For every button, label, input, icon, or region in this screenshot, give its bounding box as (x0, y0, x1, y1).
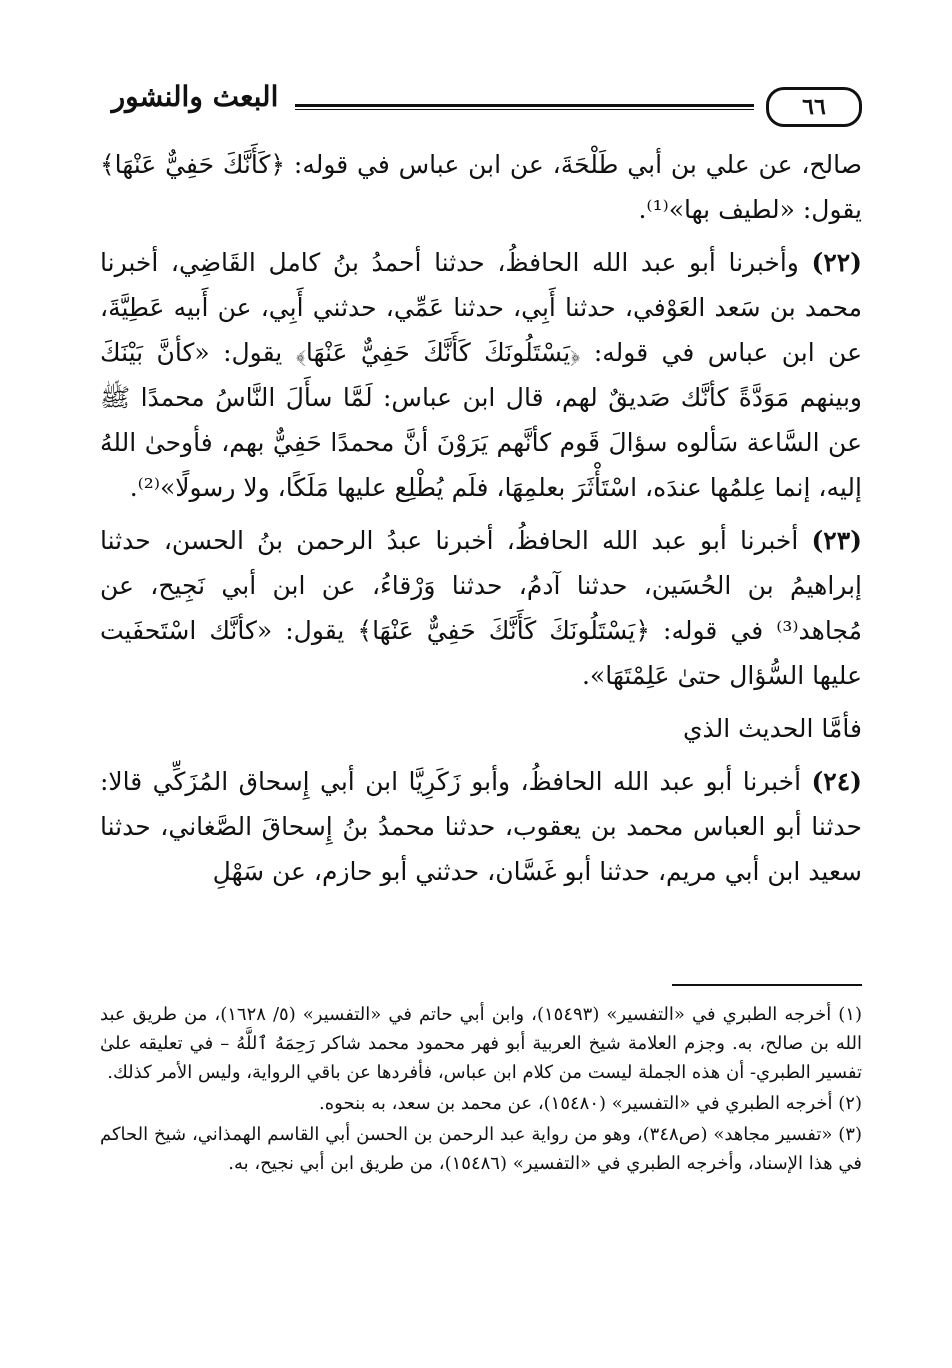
footnote-2: (٢) أخرجه الطبري في «التفسير» (١٥٤٨٠)، عن محمد بن سعد، به بنحوه. (319, 1093, 862, 1114)
paragraph-number: (٢٢) (811, 248, 863, 277)
page-number: ٦٦ (766, 87, 862, 127)
footnote-separator (672, 984, 862, 986)
paragraph-text: صالح، عن علي بن أبي طَلْحَةَ، عن ابن عباس في قوله: ﴿كَأَنَّكَ حَفِيٌّ عَنْهَا﴾ يقول: «لطيف بها»⁽¹⁾. (100, 150, 862, 224)
paragraph-continuation (100, 142, 862, 232)
header-rule (295, 104, 754, 110)
footnotes (100, 1000, 862, 1180)
paragraph-24 (100, 759, 862, 894)
page-header (100, 70, 862, 130)
paragraph-text: فأمَّا الحديث الذي (682, 714, 862, 743)
paragraph-23 (100, 518, 862, 698)
paragraph-text: أخبرنا أبو عبد الله الحافظُ، أخبرنا عبدُ الرحمن بنُ الحسن، حدثنا إبراهيمُ بن الحُسَين، حدثنا آدمُ، حدثنا وَرْقاءُ، عن ابن أبي نَجِيح، عن مُجاهد⁽³⁾ في قوله: ﴿يَسْتَلُونَكَ كَأَنَّكَ حَفِيٌّ عَنْهَا﴾ يقول: «كأنَّك اسْتَحفَيت عليها السُّؤال حتىٰ عَلِمْتَهَا». (100, 526, 862, 690)
section-lead (100, 706, 862, 751)
paragraph-22 (100, 240, 862, 510)
footnote-3: (٣) «تفسير مجاهد» (ص٣٤٨)، وهو من رواية عبد الرحمن بن الحسن أبي القاسم الهمذاني، شيخ الحاكم في هذا الإسناد، وأخرجه الطبري في «التفسير» (١٥٤٨٦)، من طريق ابن أبي نجيح، به. (100, 1124, 862, 1174)
paragraph-text: وأخبرنا أبو عبد الله الحافظُ، حدثنا أحمدُ بنُ كامل القَاضِي، أخبرنا محمد بن سَعد العَوْفي، حدثنا أَبِي، حدثنا عَمِّي، حدثني أَبِي، عن أَبيه عَطِيَّةَ، عن ابن عباس في قوله: ﴿يَسْتَلُونَكَ كَأَنَّكَ حَفِيٌّ عَنْهَا﴾ يقول: «كأنَّ بَيْنَكَ وبينهم مَوَدَّةً كأنَّك صَديقٌ لهم، قال ابن عباس: لَمَّا سأَلَ النَّاسُ محمدًا ﷺ عن السَّاعة سَألوه سؤالَ قَوم كأنَّهم يَرَوْنَ أنَّ محمدًا حَفِيٌّ بهم، فأوحىٰ اللهُ إليه، إنما عِلمُها عندَه، اسْتَأْثَرَ بعلمِهَا، فلَم يُطْلِع عليها مَلَكًا، ولا رسولًا»⁽²⁾. (100, 248, 862, 502)
running-title: البعث والنشور (111, 80, 279, 113)
main-text (100, 142, 862, 894)
paragraph-number: (٢٣) (811, 526, 862, 555)
paragraph-text: أخبرنا أبو عبد الله الحافظُ، وأبو زَكَرِيَّا ابن أبي إِسحاق المُزَكِّي قالا: حدثنا أبو العباس محمد بن يعقوب، حدثنا محمدُ بنُ إِسحاقَ الصَّغاني، حدثنا سعيد ابن أبي مريم، حدثنا أبو غَسَّان، حدثني أبو حازم، عن سَهْلِ (100, 767, 862, 886)
footnote-1: (١) أخرجه الطبري في «التفسير» (١٥٤٩٣)، وابن أبي حاتم في «التفسير» (٥/ ١٦٢٨)، من طريق عبد الله بن صالح، به. وجزم العلامة شيخ العربية أبو فهر محمود محمد شاكر رَحِمَهُ ٱللَّهُ – في تعليقه علىٰ تفسير الطبري- أن هذه الجملة ليست من كلام ابن عباس، فأفردها عن باقي الرواية، وليس الأمر كذلك. (100, 1004, 862, 1083)
paragraph-number: (٢٤) (811, 767, 862, 796)
